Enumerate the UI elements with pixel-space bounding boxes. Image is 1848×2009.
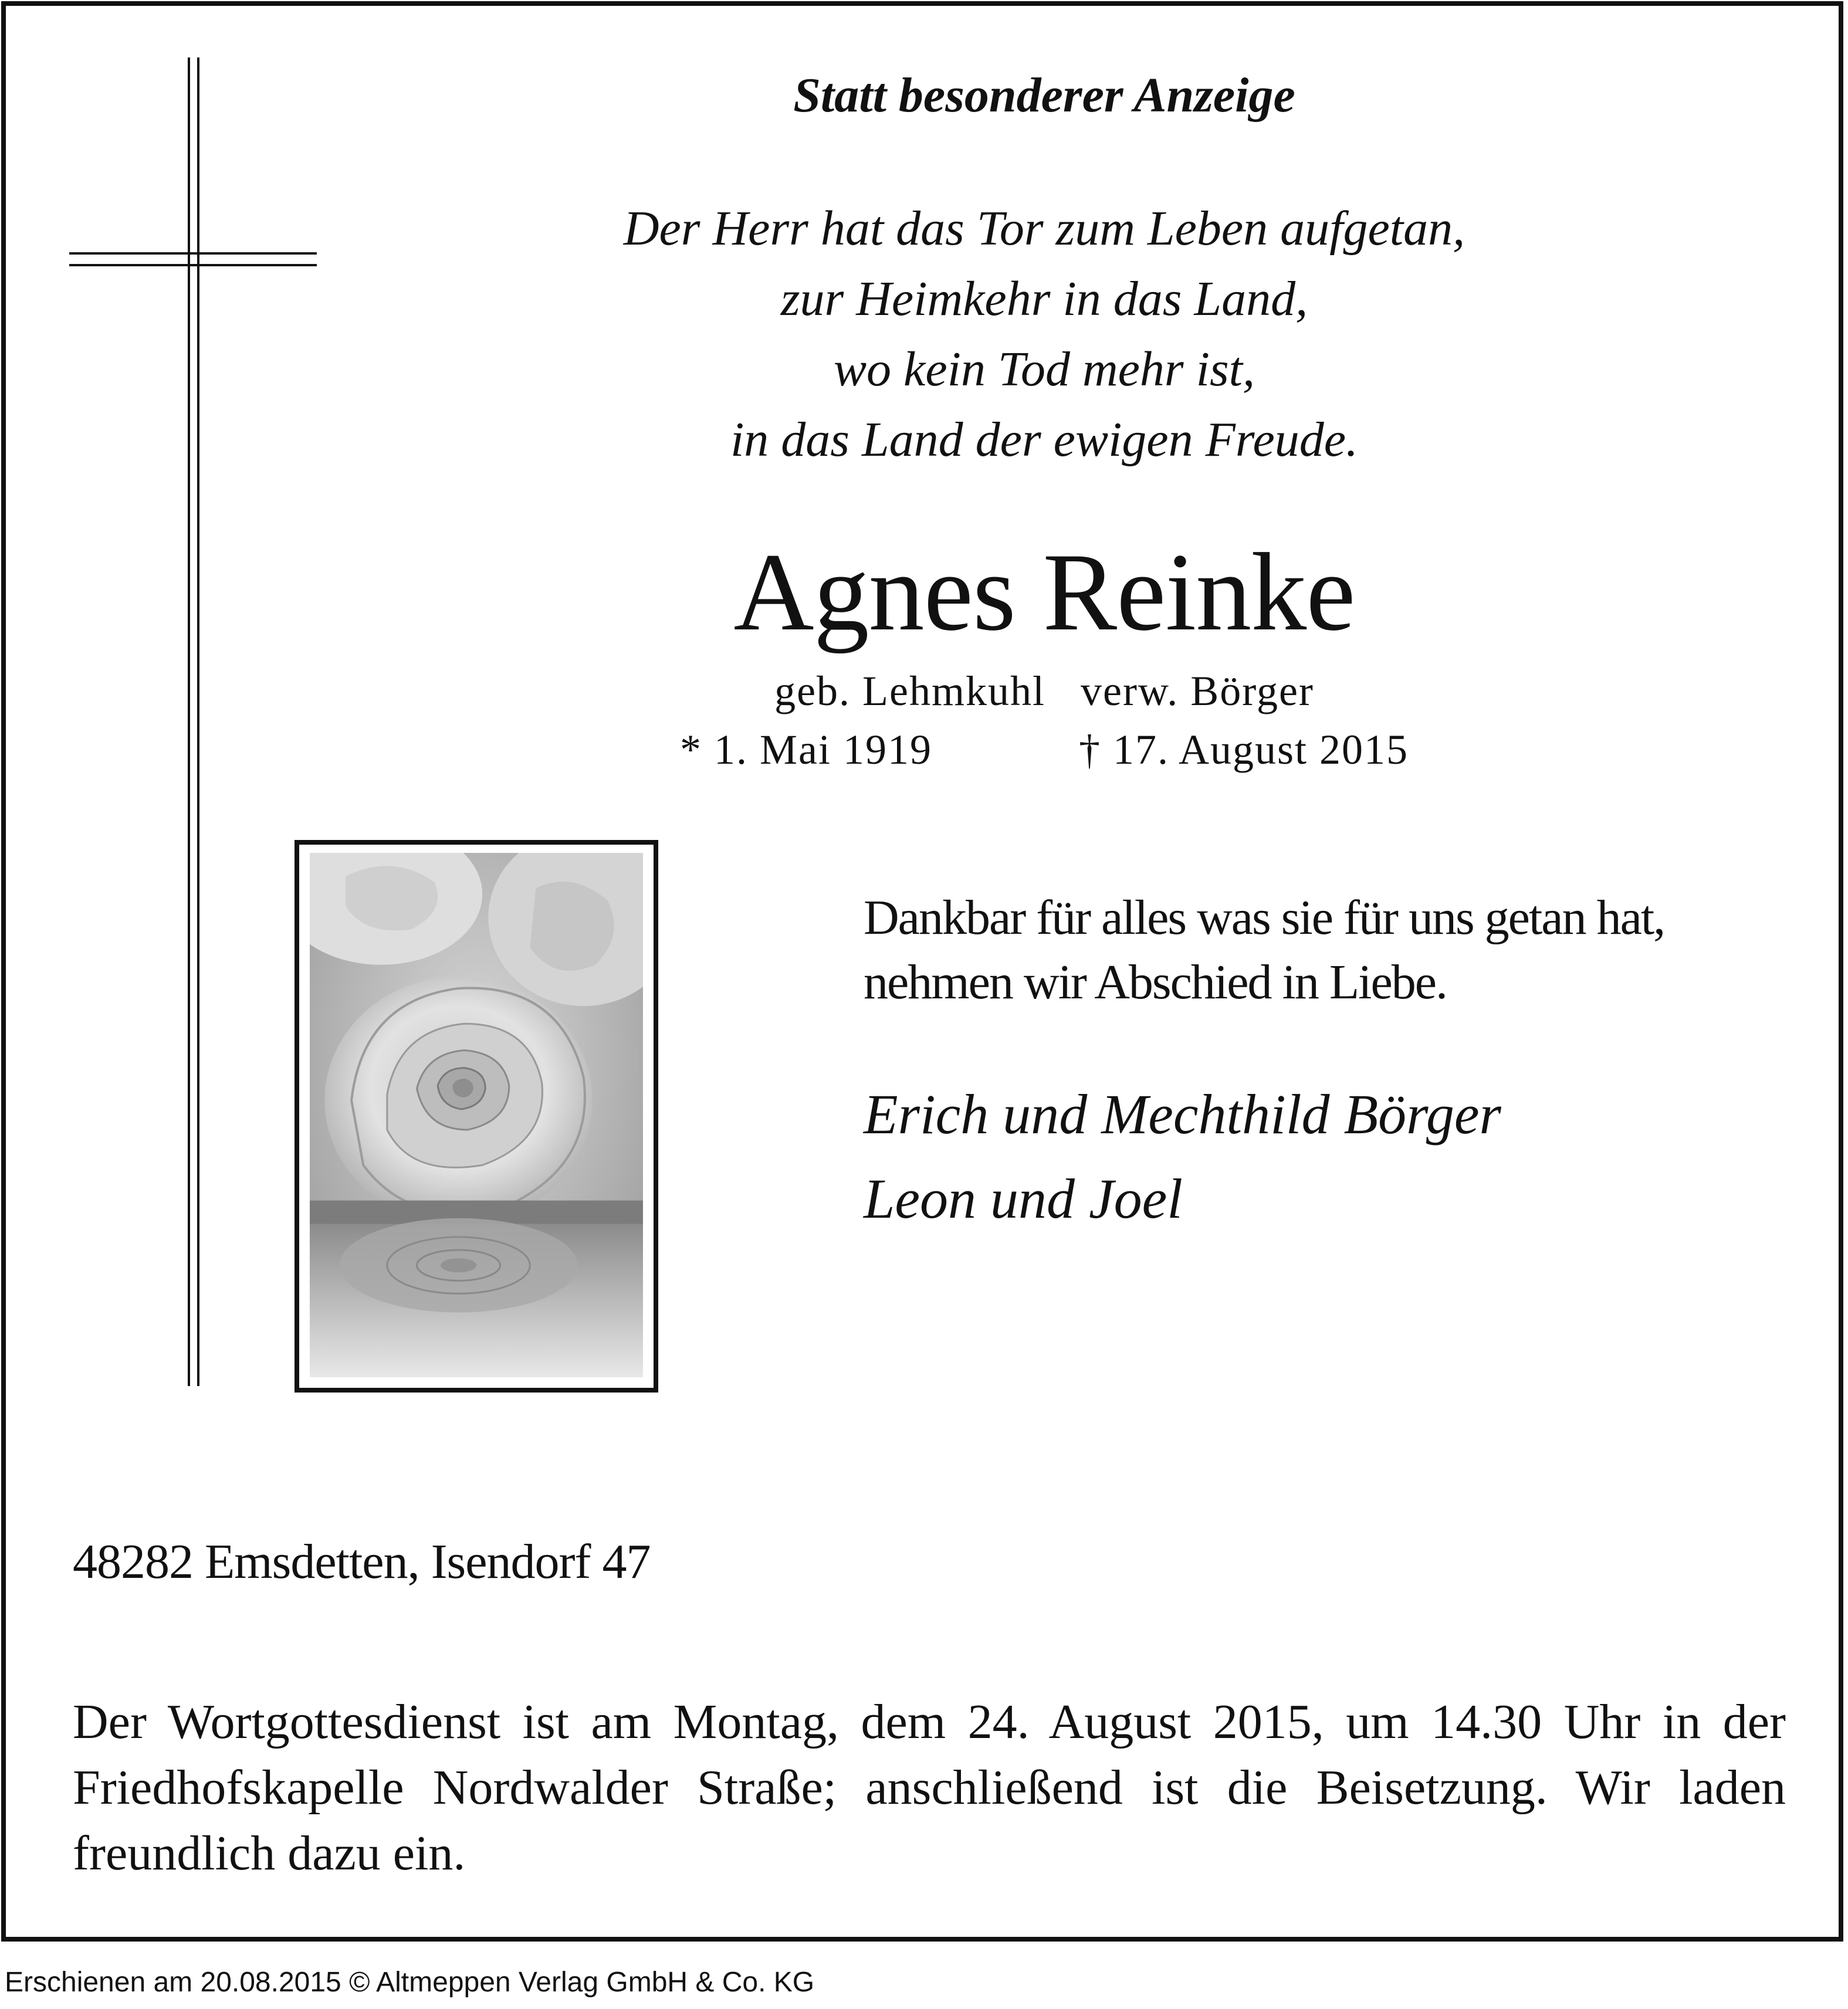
service-line: Friedhofskapelle Nordwalder Straße; anschließend ist die Beisetzung. Wir laden	[73, 1760, 1786, 1815]
mourners-list	[864, 1072, 1501, 1241]
notice-heading: Statt besonderer Anzeige	[793, 68, 1295, 123]
mourner-line: Erich und Mechthild Börger	[864, 1083, 1501, 1146]
maiden-name: geb. Lehmkuhl	[774, 668, 1045, 714]
thanks-line: nehmen wir Abschied in Liebe.	[864, 955, 1447, 1009]
life-dates	[375, 720, 1713, 779]
rose-photo	[295, 840, 658, 1393]
name-details	[375, 662, 1713, 720]
service-line: freundlich dazu ein.	[73, 1826, 466, 1881]
widowed-name: verw. Börger	[1081, 668, 1314, 714]
death-date: † 17. August 2015	[1078, 726, 1409, 773]
service-info	[73, 1689, 1786, 1886]
thanks-line: Dankbar für alles was sie für uns getan hat,	[864, 890, 1665, 945]
service-line: Der Wortgottesdienst ist am Montag, dem 24. August 2015, um 14.30 Uhr in der	[73, 1695, 1786, 1749]
birth-date: * 1. Mai 1919	[679, 726, 932, 773]
verse-line: Der Herr hat das Tor zum Leben aufgetan,	[623, 201, 1465, 256]
thanks-text	[864, 886, 1664, 1015]
rose-image	[310, 853, 643, 1377]
mourner-line: Leon und Joel	[864, 1167, 1183, 1230]
bible-verse	[375, 194, 1713, 475]
verse-line: in das Land der ewigen Freude.	[730, 412, 1359, 467]
deceased-name: Agnes Reinke	[733, 531, 1355, 654]
address: 48282 Emsdetten, Isendorf 47	[73, 1534, 651, 1589]
verse-line: wo kein Tod mehr ist,	[834, 342, 1255, 397]
publication-credit: Erschienen am 20.08.2015 © Altmeppen Verlag GmbH & Co. KG	[5, 1967, 815, 1998]
verse-line: zur Heimkehr in das Land,	[780, 272, 1308, 326]
